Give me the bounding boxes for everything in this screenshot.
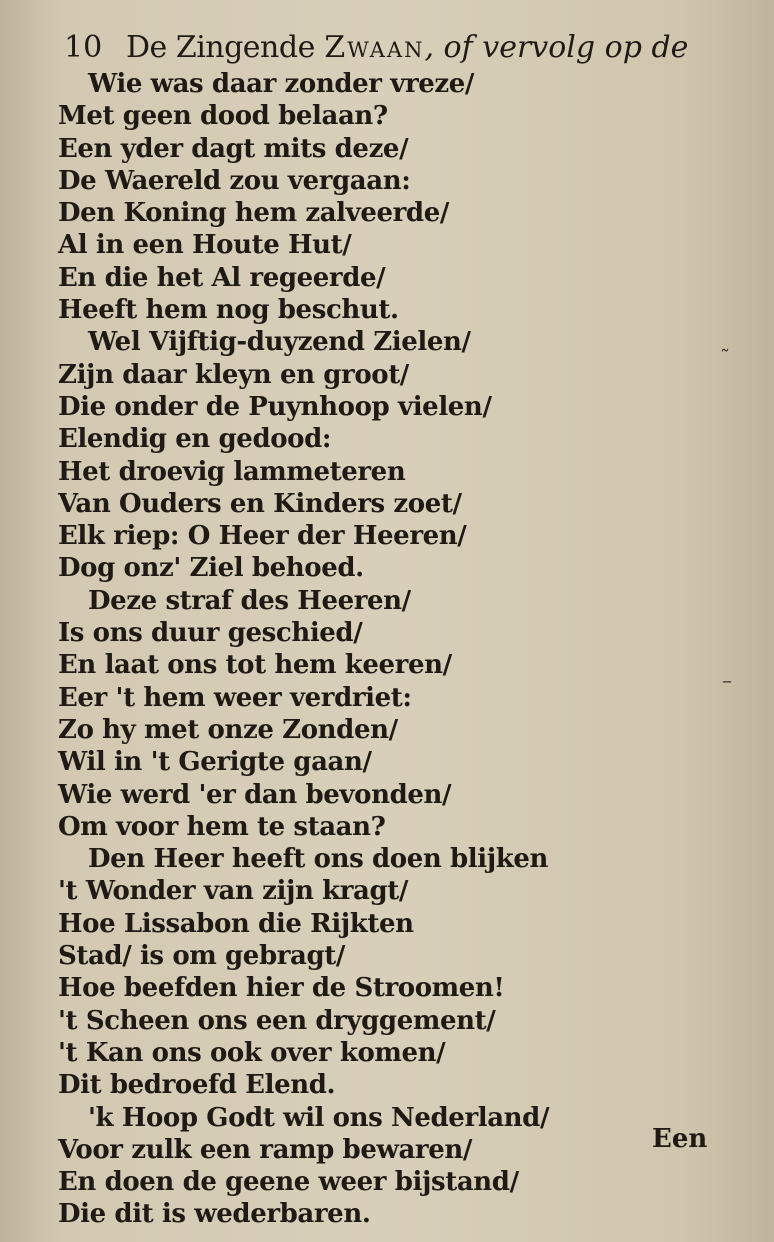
verse-line: Hoe Lissabon die Rijkten	[58, 908, 414, 939]
verse-line: Dit bedroefd Elend.	[58, 1070, 336, 1101]
verse-line: Is ons duur geschied/	[58, 618, 363, 649]
verse-line: Die dit is wederbaren.	[58, 1199, 371, 1230]
verse-line: Voor zulk een ramp bewaren/	[58, 1134, 472, 1165]
page-number: 10	[64, 30, 103, 65]
verse-line: Om voor hem te staan?	[58, 811, 386, 842]
verse-line: En doen de geene weer bijstand/	[58, 1167, 519, 1198]
verse-line: En die het Al regeerde/	[58, 262, 386, 293]
verse-line: 'k Hoop Godt wil ons Nederland/	[88, 1102, 550, 1133]
verse-line: Met geen dood belaan?	[58, 101, 388, 132]
verse-line: Heeft hem nog beschut.	[58, 295, 399, 326]
header-title-part2: Zwaan	[324, 30, 425, 65]
verse-line: Deze straf des Heeren/	[88, 585, 411, 616]
verse-line: 't Scheen ons een dryggement/	[58, 1005, 496, 1036]
verse-line: 't Kan ons ook over komen/	[58, 1037, 446, 1068]
verse-line: Elendig en gedood:	[58, 424, 332, 455]
header-title-part3: , of vervolg op de	[424, 30, 689, 65]
verse-line: En laat ons tot hem keeren/	[58, 650, 452, 681]
catchword: Een	[652, 1124, 708, 1154]
verse-line: Elk riep: O Heer der Heeren/	[58, 521, 467, 552]
header-title-part1: De Zingende	[126, 30, 315, 65]
verse-line: Wie werd 'er dan bevonden/	[58, 779, 452, 810]
verse-line: Die onder de Puynhoop vielen/	[58, 391, 492, 422]
verse-line: Zo hy met onze Zonden/	[58, 714, 398, 745]
verse-line: Hoe beefden hier de Stroomen!	[58, 973, 505, 1004]
verse-line: Zijn daar kleyn en groot/	[58, 359, 409, 390]
poem-text	[58, 68, 698, 1231]
verse-line: Wie was daar zonder vreze/	[88, 69, 474, 99]
verse-line: Het droevig lammeteren	[58, 456, 406, 487]
verse-line: De Waereld zou vergaan:	[58, 165, 411, 196]
verse-line: Wil in 't Gerigte gaan/	[58, 747, 372, 778]
verse-line: Van Ouders en Kinders zoet/	[58, 488, 462, 519]
margin-mark: –	[722, 668, 732, 692]
verse-line: Den Koning hem zalveerde/	[58, 198, 449, 229]
verse-line: Eer 't hem weer verdriet:	[58, 682, 412, 713]
verse-line: Den Heer heeft ons doen blijken	[88, 844, 549, 875]
margin-mark: ˜	[720, 345, 730, 369]
verse-line: Wel Vijftig-duyzend Zielen/	[88, 327, 471, 358]
verse-line: Al in een Houte Hut/	[58, 230, 352, 261]
running-header	[64, 28, 704, 68]
verse-line: Stad/ is om gebragt/	[58, 941, 345, 972]
verse-line: Dog onz' Ziel behoed.	[58, 553, 364, 584]
verse-line: Een yder dagt mits deze/	[58, 133, 409, 164]
verse-line: 't Wonder van zijn kragt/	[58, 876, 408, 907]
